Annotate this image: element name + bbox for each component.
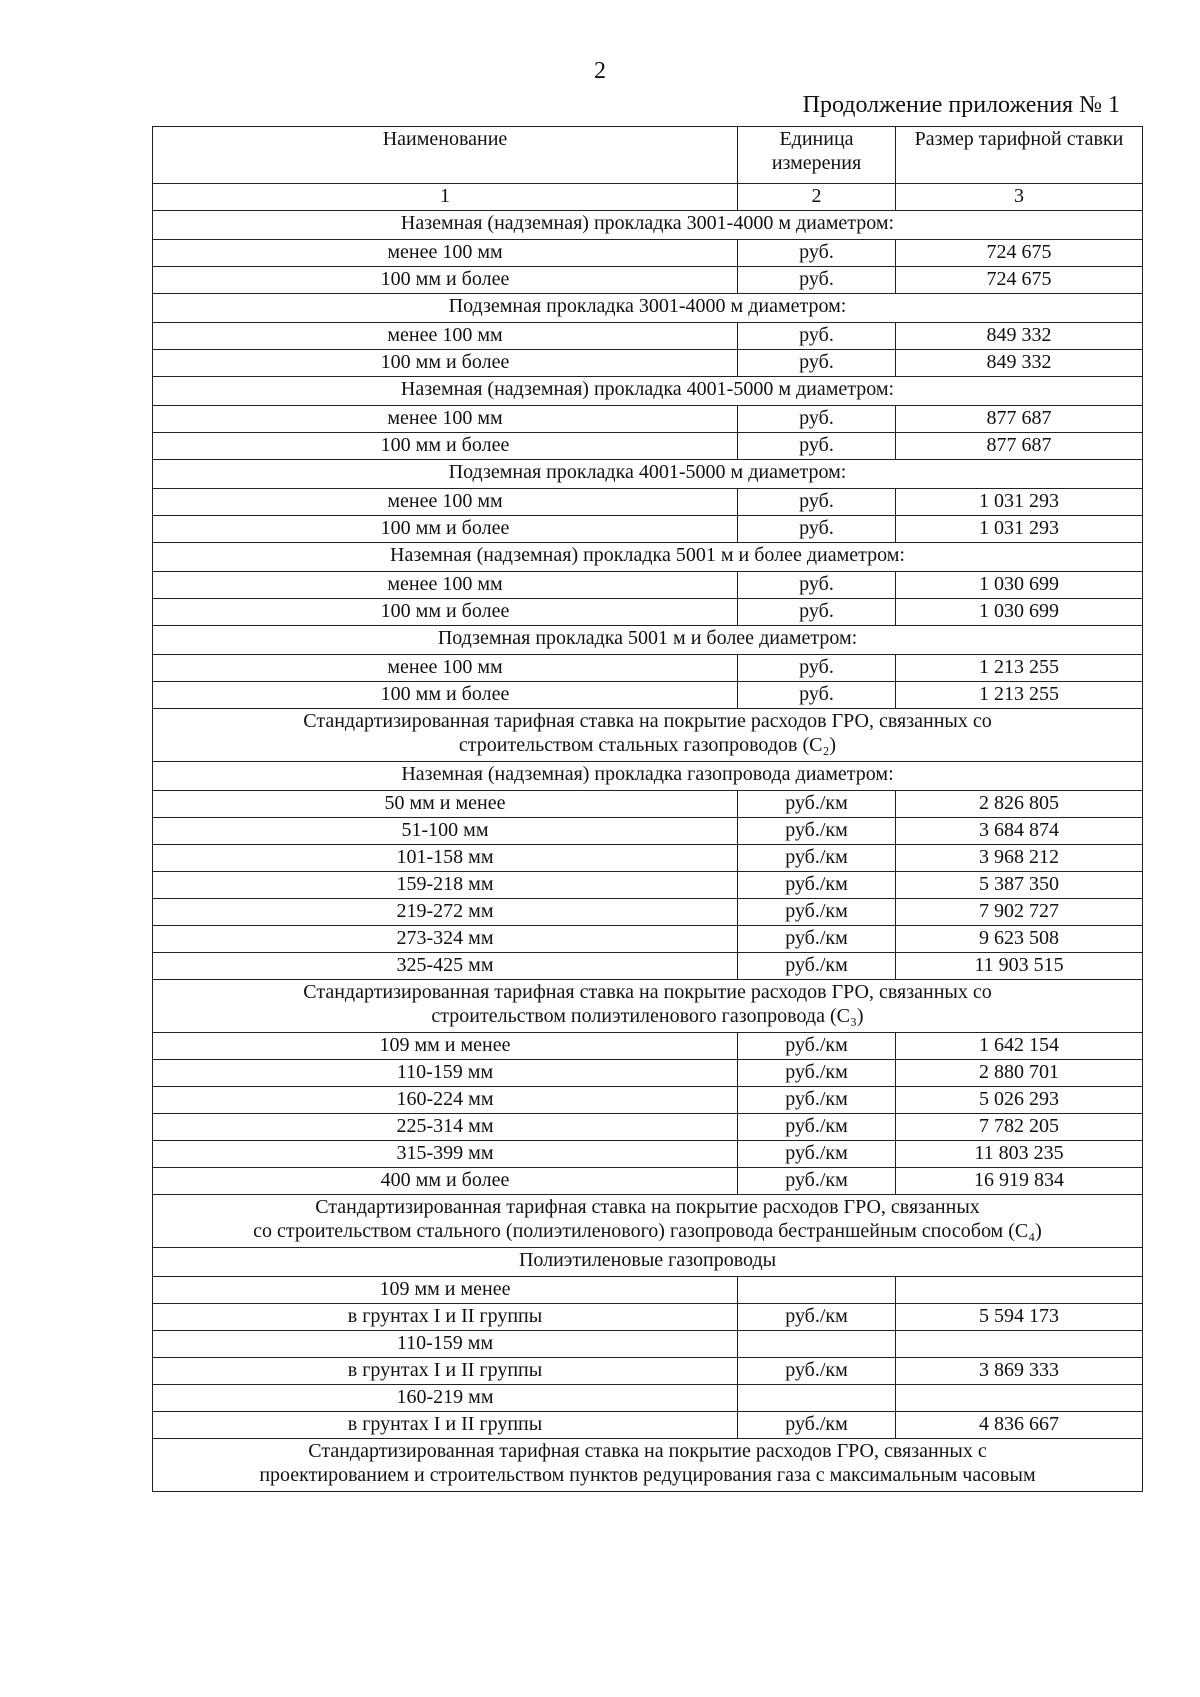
section-title bbox=[153, 709, 1143, 762]
row-value: 3 968 212 bbox=[896, 845, 1143, 872]
table-row bbox=[153, 655, 1143, 682]
section-title: Наземная (надземная) прокладка газопровода диаметром: bbox=[153, 762, 1143, 791]
row-unit: руб./км bbox=[738, 1033, 896, 1060]
row-unit bbox=[738, 1277, 896, 1304]
row-unit: руб./км bbox=[738, 926, 896, 953]
header-unit: Единица измерения bbox=[738, 127, 896, 184]
row-value: 9 623 508 bbox=[896, 926, 1143, 953]
row-name: 100 мм и более bbox=[153, 433, 738, 460]
row-unit: руб. bbox=[738, 682, 896, 709]
row-unit: руб. bbox=[738, 489, 896, 516]
row-name: менее 100 мм bbox=[153, 323, 738, 350]
table-row bbox=[153, 872, 1143, 899]
section-title-line: строительством полиэтиленового газопровода (С₃) bbox=[431, 1005, 864, 1027]
column-number-row bbox=[153, 184, 1143, 211]
row-value: 1 030 699 bbox=[896, 572, 1143, 599]
section-title-line: строительством стальных газопроводов (С₂) bbox=[458, 734, 837, 756]
section-row bbox=[153, 460, 1143, 489]
section-row bbox=[153, 1248, 1143, 1277]
section-title: Наземная (надземная) прокладка 4001-5000 м диаметром: bbox=[153, 377, 1143, 406]
row-value: 5 026 293 bbox=[896, 1087, 1143, 1114]
row-name: менее 100 мм bbox=[153, 572, 738, 599]
row-value: 16 919 834 bbox=[896, 1168, 1143, 1195]
row-value: 1 213 255 bbox=[896, 655, 1143, 682]
tariff-table bbox=[152, 126, 1143, 1492]
row-unit: руб./км bbox=[738, 1304, 896, 1331]
table-row bbox=[153, 845, 1143, 872]
row-name: 51-100 мм bbox=[153, 818, 738, 845]
row-name: 160-224 мм bbox=[153, 1087, 738, 1114]
row-name: 109 мм и менее bbox=[153, 1277, 738, 1304]
row-name: менее 100 мм bbox=[153, 489, 738, 516]
row-unit: руб. bbox=[738, 406, 896, 433]
table-header-row bbox=[153, 127, 1143, 184]
row-unit: руб./км bbox=[738, 1141, 896, 1168]
row-name: менее 100 мм bbox=[153, 240, 738, 267]
section-row bbox=[153, 626, 1143, 655]
row-name: в грунтах I и II группы bbox=[153, 1304, 738, 1331]
row-name: 100 мм и более bbox=[153, 267, 738, 294]
row-name: 50 мм и менее bbox=[153, 791, 738, 818]
table-row bbox=[153, 1331, 1143, 1358]
row-unit: руб. bbox=[738, 240, 896, 267]
table-row bbox=[153, 1385, 1143, 1412]
row-value: 5 387 350 bbox=[896, 872, 1143, 899]
row-name: менее 100 мм bbox=[153, 655, 738, 682]
row-value: 1 642 154 bbox=[896, 1033, 1143, 1060]
section-row bbox=[153, 543, 1143, 572]
row-value: 7 902 727 bbox=[896, 899, 1143, 926]
table-row bbox=[153, 899, 1143, 926]
row-unit: руб./км bbox=[738, 953, 896, 980]
row-unit: руб./км bbox=[738, 1168, 896, 1195]
page-number: 2 bbox=[594, 58, 606, 84]
row-value: 3 869 333 bbox=[896, 1358, 1143, 1385]
row-name: 219-272 мм bbox=[153, 899, 738, 926]
section-title bbox=[153, 1439, 1143, 1492]
row-name: 400 мм и более bbox=[153, 1168, 738, 1195]
table-row bbox=[153, 1168, 1143, 1195]
row-name: 109 мм и менее bbox=[153, 1033, 738, 1060]
table-row bbox=[153, 1358, 1143, 1385]
row-name: 159-218 мм bbox=[153, 872, 738, 899]
header-name: Наименование bbox=[153, 127, 738, 184]
row-name: 101-158 мм bbox=[153, 845, 738, 872]
row-unit: руб./км bbox=[738, 818, 896, 845]
section-row bbox=[153, 1195, 1143, 1248]
row-name: менее 100 мм bbox=[153, 406, 738, 433]
table-row bbox=[153, 267, 1143, 294]
table-row bbox=[153, 1277, 1143, 1304]
section-title-line: проектированием и строительством пунктов редуцирования газа с максимальным часовым bbox=[259, 1464, 1036, 1486]
row-value: 724 675 bbox=[896, 267, 1143, 294]
row-unit: руб. bbox=[738, 599, 896, 626]
row-name: в грунтах I и II группы bbox=[153, 1358, 738, 1385]
header-rate: Размер тарифной ставки bbox=[896, 127, 1143, 184]
row-name: 110-159 мм bbox=[153, 1060, 738, 1087]
table-row bbox=[153, 406, 1143, 433]
section-row bbox=[153, 762, 1143, 791]
table-row bbox=[153, 433, 1143, 460]
row-value: 849 332 bbox=[896, 323, 1143, 350]
row-name: в грунтах I и II группы bbox=[153, 1412, 738, 1439]
row-unit: руб. bbox=[738, 350, 896, 377]
table-row bbox=[153, 926, 1143, 953]
table-row bbox=[153, 1087, 1143, 1114]
row-name: 100 мм и более bbox=[153, 516, 738, 543]
section-title-line: Стандартизированная тарифная ставка на покрытие расходов ГРО, связанных со bbox=[303, 981, 992, 1003]
row-name: 100 мм и более bbox=[153, 599, 738, 626]
section-row bbox=[153, 980, 1143, 1033]
table-row bbox=[153, 682, 1143, 709]
section-title: Наземная (надземная) прокладка 3001-4000 м диаметром: bbox=[153, 211, 1143, 240]
table-row bbox=[153, 489, 1143, 516]
section-title-line: со строительством стального (полиэтиленового) газопровода бестраншейным способом (С₄) bbox=[253, 1220, 1042, 1242]
row-unit: руб. bbox=[738, 267, 896, 294]
section-title: Подземная прокладка 3001-4000 м диаметром: bbox=[153, 294, 1143, 323]
table-row bbox=[153, 1060, 1143, 1087]
row-value: 7 782 205 bbox=[896, 1114, 1143, 1141]
row-unit bbox=[738, 1385, 896, 1412]
table-row bbox=[153, 350, 1143, 377]
row-value: 11 903 515 bbox=[896, 953, 1143, 980]
row-value: 2 826 805 bbox=[896, 791, 1143, 818]
row-unit: руб./км bbox=[738, 872, 896, 899]
table-row bbox=[153, 953, 1143, 980]
row-value bbox=[896, 1331, 1143, 1358]
row-unit: руб. bbox=[738, 572, 896, 599]
table-row bbox=[153, 323, 1143, 350]
section-row bbox=[153, 1439, 1143, 1492]
table-row bbox=[153, 240, 1143, 267]
continuation-caption: Продолжение приложения № 1 bbox=[802, 92, 1120, 118]
row-value: 5 594 173 bbox=[896, 1304, 1143, 1331]
table-row bbox=[153, 1033, 1143, 1060]
row-unit: руб./км bbox=[738, 1412, 896, 1439]
section-title: Подземная прокладка 5001 м и более диаметром: bbox=[153, 626, 1143, 655]
table-row bbox=[153, 818, 1143, 845]
table-row bbox=[153, 1412, 1143, 1439]
row-value: 877 687 bbox=[896, 406, 1143, 433]
table-row bbox=[153, 516, 1143, 543]
row-value: 1 030 699 bbox=[896, 599, 1143, 626]
row-unit: руб./км bbox=[738, 899, 896, 926]
row-unit: руб./км bbox=[738, 791, 896, 818]
row-value bbox=[896, 1385, 1143, 1412]
table-row bbox=[153, 599, 1143, 626]
section-title-line: Стандартизированная тарифная ставка на покрытие расходов ГРО, связанных со bbox=[303, 710, 992, 732]
row-unit: руб. bbox=[738, 655, 896, 682]
section-title bbox=[153, 1195, 1143, 1248]
table-row bbox=[153, 1141, 1143, 1168]
row-unit: руб./км bbox=[738, 1060, 896, 1087]
row-value: 4 836 667 bbox=[896, 1412, 1143, 1439]
row-value: 1 031 293 bbox=[896, 489, 1143, 516]
row-name: 273-324 мм bbox=[153, 926, 738, 953]
row-value: 849 332 bbox=[896, 350, 1143, 377]
table-row bbox=[153, 791, 1143, 818]
row-value: 877 687 bbox=[896, 433, 1143, 460]
table-body bbox=[153, 211, 1143, 1492]
row-name: 100 мм и более bbox=[153, 682, 738, 709]
row-unit: руб./км bbox=[738, 845, 896, 872]
row-unit bbox=[738, 1331, 896, 1358]
section-title: Подземная прокладка 4001-5000 м диаметром: bbox=[153, 460, 1143, 489]
section-row bbox=[153, 211, 1143, 240]
section-title: Наземная (надземная) прокладка 5001 м и более диаметром: bbox=[153, 543, 1143, 572]
row-unit: руб. bbox=[738, 516, 896, 543]
column-number: 1 bbox=[153, 184, 738, 211]
row-value: 1 031 293 bbox=[896, 516, 1143, 543]
row-value: 2 880 701 bbox=[896, 1060, 1143, 1087]
table-row bbox=[153, 572, 1143, 599]
row-name: 110-159 мм bbox=[153, 1331, 738, 1358]
section-title: Полиэтиленовые газопроводы bbox=[153, 1248, 1143, 1277]
row-name: 100 мм и более bbox=[153, 350, 738, 377]
column-number: 3 bbox=[896, 184, 1143, 211]
row-name: 225-314 мм bbox=[153, 1114, 738, 1141]
section-row bbox=[153, 294, 1143, 323]
row-value: 11 803 235 bbox=[896, 1141, 1143, 1168]
row-name: 315-399 мм bbox=[153, 1141, 738, 1168]
row-value: 3 684 874 bbox=[896, 818, 1143, 845]
section-row bbox=[153, 377, 1143, 406]
row-value: 724 675 bbox=[896, 240, 1143, 267]
row-value: 1 213 255 bbox=[896, 682, 1143, 709]
row-unit: руб./км bbox=[738, 1087, 896, 1114]
section-title bbox=[153, 980, 1143, 1033]
row-name: 160-219 мм bbox=[153, 1385, 738, 1412]
row-unit: руб./км bbox=[738, 1358, 896, 1385]
section-title-line: Стандартизированная тарифная ставка на покрытие расходов ГРО, связанных bbox=[315, 1196, 980, 1218]
table-row bbox=[153, 1114, 1143, 1141]
row-name: 325-425 мм bbox=[153, 953, 738, 980]
row-unit: руб./км bbox=[738, 1114, 896, 1141]
section-row bbox=[153, 709, 1143, 762]
section-title-line: Стандартизированная тарифная ставка на покрытие расходов ГРО, связанных с bbox=[308, 1440, 987, 1462]
row-value bbox=[896, 1277, 1143, 1304]
column-number: 2 bbox=[738, 184, 896, 211]
row-unit: руб. bbox=[738, 433, 896, 460]
table-row bbox=[153, 1304, 1143, 1331]
row-unit: руб. bbox=[738, 323, 896, 350]
